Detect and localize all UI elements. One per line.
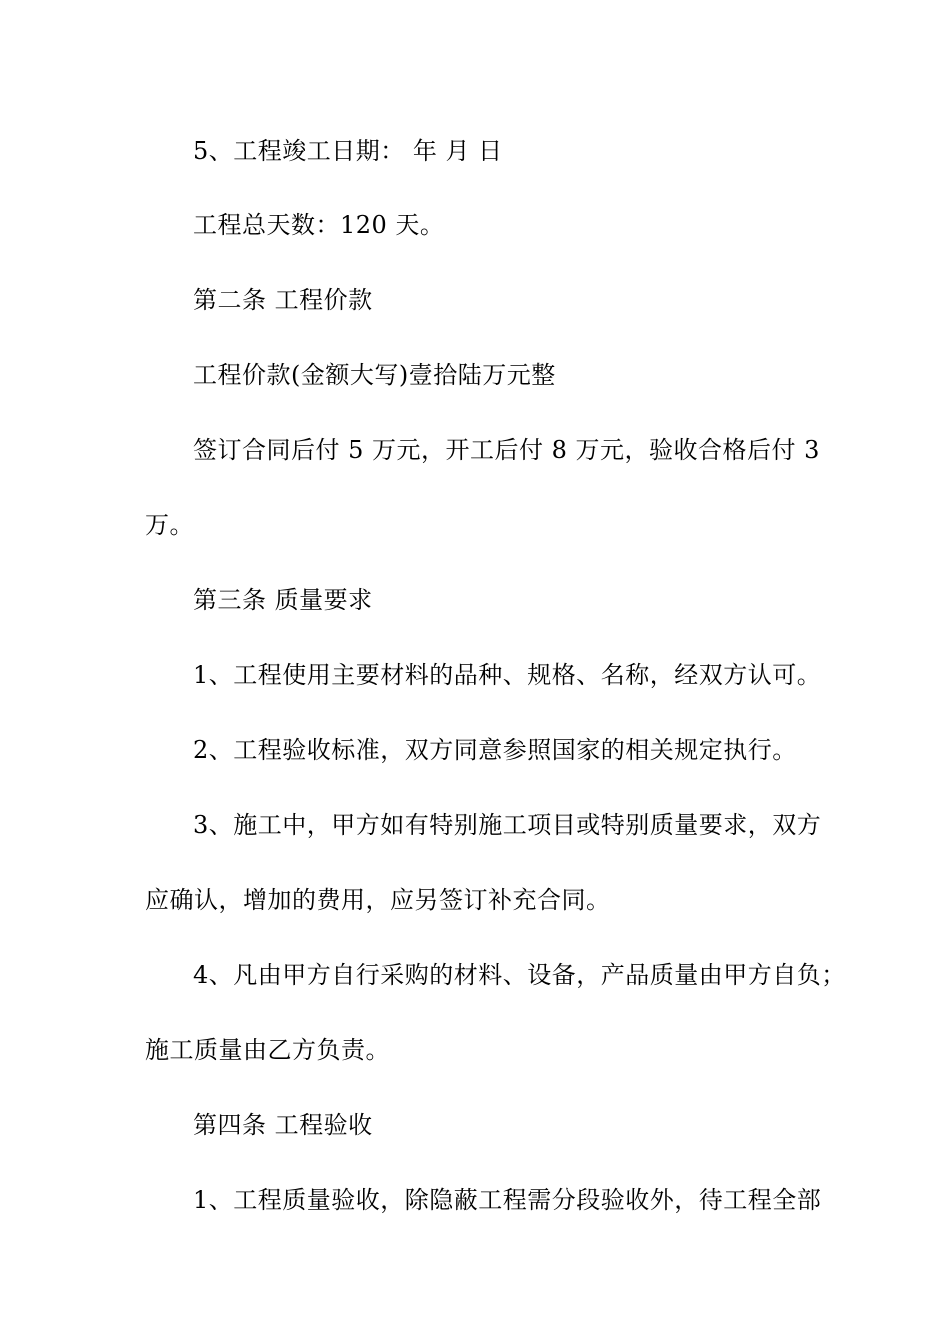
acceptance-item-1-line-1: 1、工程质量验收，除隐蔽工程需分段验收外，待工程全部 bbox=[193, 1186, 822, 1214]
article-three-heading: 第三条 质量要求 bbox=[193, 586, 373, 614]
article-two-heading: 第二条 工程价款 bbox=[193, 286, 373, 314]
quality-item-4-line-1: 4、凡由甲方自行采购的材料、设备，产品质量由甲方自负； bbox=[193, 961, 846, 989]
quality-item-4-line-2: 施工质量由乙方负责。 bbox=[145, 1036, 390, 1064]
quality-item-3-line-1: 3、施工中，甲方如有特别施工项目或特别质量要求，双方 bbox=[193, 811, 822, 839]
quality-item-3-line-2: 应确认，增加的费用，应另签订补充合同。 bbox=[145, 886, 611, 914]
price-amount-line: 工程价款(金额大写)壹拾陆万元整 bbox=[193, 361, 556, 389]
payment-schedule-line-1: 签订合同后付 5 万元，开工后付 8 万元，验收合格后付 3 bbox=[193, 436, 820, 464]
completion-date-line: 5、工程竣工日期： 年 月 日 bbox=[193, 137, 503, 165]
total-days-line: 工程总天数：120 天。 bbox=[193, 211, 445, 239]
payment-schedule-line-2: 万。 bbox=[145, 511, 194, 539]
article-four-heading: 第四条 工程验收 bbox=[193, 1111, 373, 1139]
quality-item-2: 2、工程验收标准，双方同意参照国家的相关规定执行。 bbox=[193, 736, 797, 764]
quality-item-1: 1、工程使用主要材料的品种、规格、名称，经双方认可。 bbox=[193, 661, 822, 689]
